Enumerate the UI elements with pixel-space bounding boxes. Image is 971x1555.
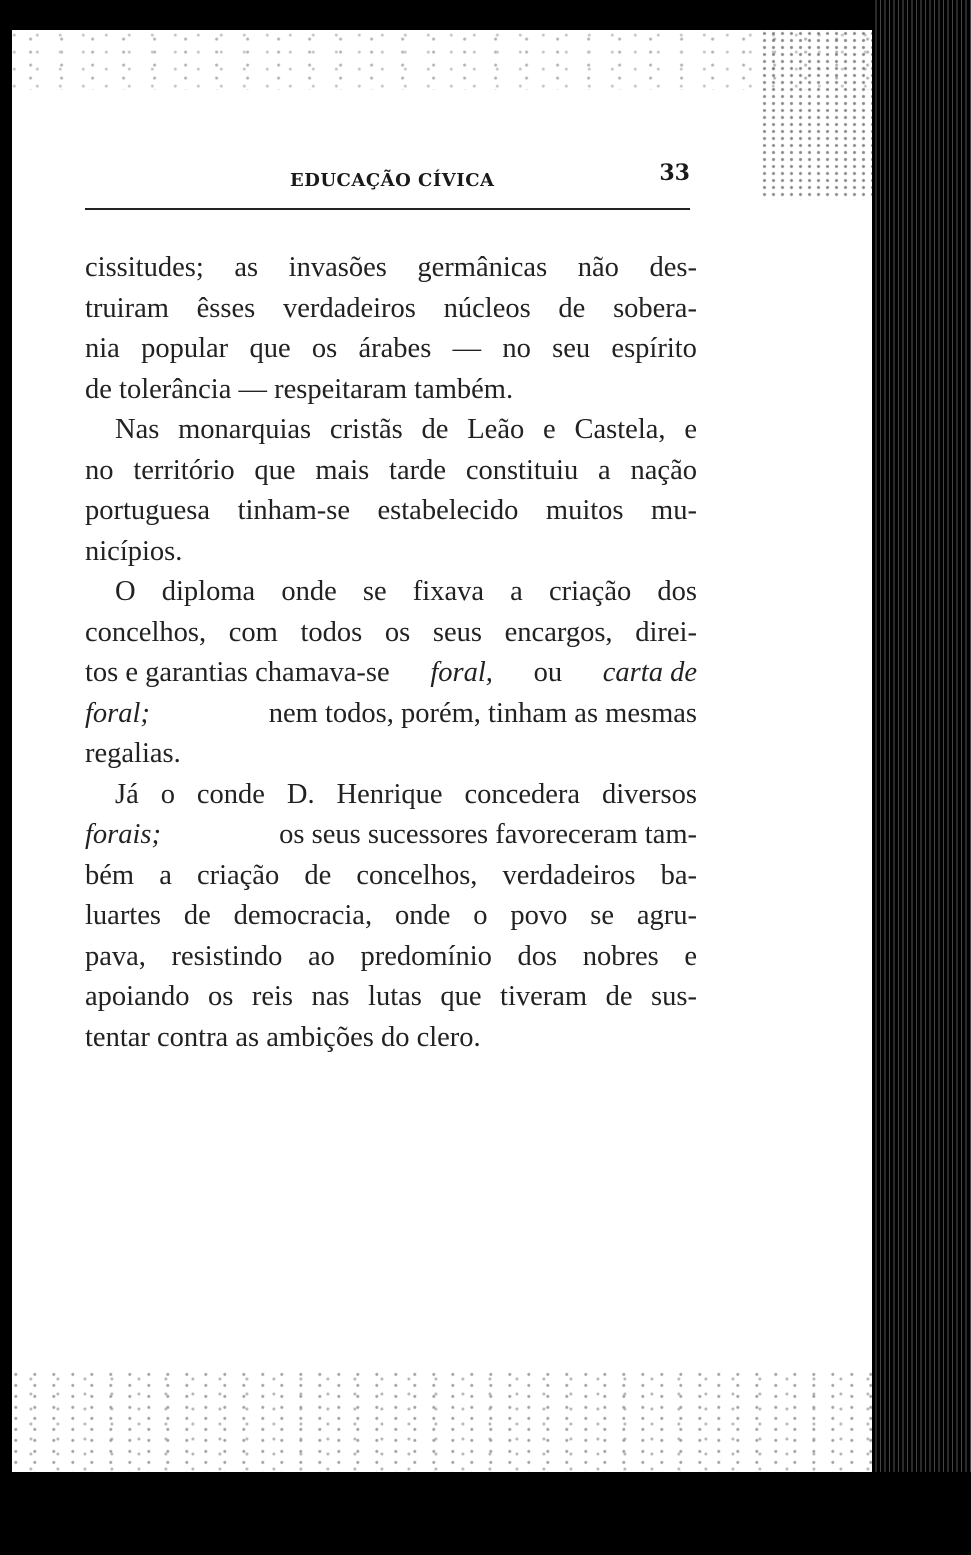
word: e bbox=[543, 414, 556, 445]
word: os bbox=[384, 616, 411, 648]
scan-edge-left bbox=[0, 0, 12, 1555]
word: tiveram bbox=[500, 981, 588, 1012]
word: no bbox=[502, 333, 531, 364]
word: nobres bbox=[582, 940, 659, 972]
word: luartes bbox=[85, 900, 161, 931]
word: dos bbox=[657, 576, 697, 607]
word: de bbox=[558, 292, 586, 324]
word: nação bbox=[630, 454, 697, 486]
word: dos bbox=[517, 940, 558, 972]
word: apoiando bbox=[85, 981, 190, 1012]
word: onde bbox=[394, 900, 451, 931]
word: árabes bbox=[358, 333, 432, 364]
page-number: 33 bbox=[659, 160, 690, 186]
text-line: de tolerância — respeitaram também. bbox=[85, 373, 514, 405]
word: se bbox=[590, 900, 614, 931]
word: conde bbox=[196, 778, 265, 810]
word: a bbox=[159, 859, 172, 891]
word: que bbox=[440, 981, 482, 1012]
word: o bbox=[160, 778, 175, 810]
text-line: forais; os seus sucessores favoreceram tam- bbox=[85, 815, 697, 856]
text-line bbox=[85, 977, 697, 1018]
text-line: foral; nem todos, porém, tinham as mesmas bbox=[85, 694, 697, 735]
word: D. bbox=[286, 778, 315, 810]
word: O bbox=[115, 576, 136, 607]
word: de bbox=[183, 900, 211, 931]
word: Leão bbox=[467, 414, 525, 445]
scan-noise-bottom bbox=[12, 1370, 872, 1472]
word: Já bbox=[115, 778, 139, 810]
word: — bbox=[452, 333, 482, 364]
book-spine-edge bbox=[872, 0, 971, 1555]
word: Henrique bbox=[336, 778, 443, 810]
word: êsses bbox=[196, 292, 256, 324]
page-header bbox=[85, 158, 690, 202]
word: sus- bbox=[651, 981, 697, 1012]
text-line bbox=[85, 775, 697, 816]
scan-noise-corner bbox=[760, 30, 872, 200]
word: todos bbox=[300, 616, 363, 648]
word: Nas bbox=[115, 414, 160, 445]
text-line bbox=[85, 613, 697, 654]
word: cissitudes; bbox=[85, 252, 204, 283]
word: Castela, bbox=[574, 414, 666, 445]
body-text bbox=[85, 248, 697, 1058]
word: tarde bbox=[389, 454, 446, 486]
word: democracia, bbox=[233, 900, 373, 931]
text-line: tentar contra as ambições do clero. bbox=[85, 1021, 481, 1053]
word: e bbox=[684, 414, 697, 445]
word: lutas bbox=[368, 981, 422, 1012]
word: invasões bbox=[288, 252, 387, 283]
word: se bbox=[362, 576, 387, 607]
text-line bbox=[85, 856, 697, 897]
scan-edge-bottom bbox=[0, 1472, 971, 1555]
text-line bbox=[85, 248, 697, 289]
word: de bbox=[421, 414, 449, 445]
word: concelhos, bbox=[85, 616, 207, 648]
word: reis bbox=[251, 981, 293, 1012]
word: a bbox=[510, 576, 523, 607]
word: germânicas bbox=[417, 252, 548, 283]
word: diversos bbox=[601, 778, 697, 810]
word: portuguesa bbox=[85, 495, 211, 526]
text-line bbox=[85, 451, 697, 492]
word: criação bbox=[196, 859, 280, 891]
text-line bbox=[85, 937, 697, 978]
text-line bbox=[85, 572, 697, 613]
text-line bbox=[85, 410, 697, 451]
word: que bbox=[249, 333, 291, 364]
italic-term: carta de bbox=[602, 657, 697, 688]
text-line bbox=[85, 289, 697, 330]
word: no bbox=[85, 454, 114, 486]
header-rule bbox=[85, 208, 690, 210]
word: os bbox=[311, 333, 338, 364]
word: muitos bbox=[545, 495, 624, 526]
word: encargos, bbox=[504, 616, 613, 648]
word: cristãs bbox=[329, 414, 403, 445]
word: concelhos, bbox=[356, 859, 478, 891]
word: núcleos bbox=[443, 292, 531, 324]
word: com bbox=[228, 616, 278, 648]
word: mais bbox=[315, 454, 370, 486]
word: o bbox=[473, 900, 488, 931]
word: monarquias bbox=[178, 414, 312, 445]
word: bém bbox=[85, 859, 135, 891]
word: ba- bbox=[660, 859, 697, 891]
word: constituiu bbox=[465, 454, 579, 486]
italic-term: forais; bbox=[85, 819, 162, 850]
running-head: EDUCAÇÃO CÍVICA bbox=[290, 170, 495, 191]
italic-term: foral; bbox=[85, 697, 150, 729]
word: que bbox=[254, 454, 296, 486]
word: não bbox=[577, 252, 619, 283]
word: de bbox=[304, 859, 332, 891]
word: truiram bbox=[85, 292, 169, 324]
italic-term: foral, bbox=[430, 657, 493, 688]
word: concedera bbox=[464, 778, 581, 810]
text-line: regalias. bbox=[85, 738, 181, 769]
text-line: tos e garantias chamava-se foral, ou carta de bbox=[85, 653, 697, 694]
word: fixava bbox=[412, 576, 484, 607]
word: nas bbox=[311, 981, 350, 1012]
word: povo bbox=[510, 900, 568, 931]
word: e bbox=[684, 940, 697, 972]
word: direi- bbox=[635, 616, 697, 648]
word: os bbox=[207, 981, 234, 1012]
word: estabelecido bbox=[377, 495, 519, 526]
text-line: nicípios. bbox=[85, 535, 183, 567]
word: de bbox=[605, 981, 633, 1012]
word: sobera- bbox=[613, 292, 697, 324]
word: nia bbox=[85, 333, 120, 364]
word: criação bbox=[548, 576, 632, 607]
word: a bbox=[598, 454, 611, 486]
text-line bbox=[85, 896, 697, 937]
word: seu bbox=[552, 333, 591, 364]
scan-noise-top bbox=[12, 30, 872, 90]
word: des- bbox=[649, 252, 697, 283]
word: resistindo bbox=[171, 940, 283, 972]
text-line bbox=[85, 491, 697, 532]
word: tinham-se bbox=[237, 495, 350, 526]
word: predomínio bbox=[360, 940, 492, 972]
word: diploma bbox=[161, 576, 256, 607]
word: popular bbox=[141, 333, 229, 364]
word: verdadeiros bbox=[282, 292, 416, 324]
word: mu- bbox=[651, 495, 697, 526]
word: ao bbox=[307, 940, 335, 972]
word: pava, bbox=[85, 940, 146, 972]
word: verdadeiros bbox=[502, 859, 636, 891]
word: as bbox=[234, 252, 259, 283]
text-line bbox=[85, 329, 697, 370]
word: agru- bbox=[636, 900, 697, 931]
word: espírito bbox=[611, 333, 697, 364]
word: seus bbox=[432, 616, 482, 648]
word: onde bbox=[281, 576, 337, 607]
word: território bbox=[133, 454, 235, 486]
scan-edge-top bbox=[0, 0, 971, 30]
